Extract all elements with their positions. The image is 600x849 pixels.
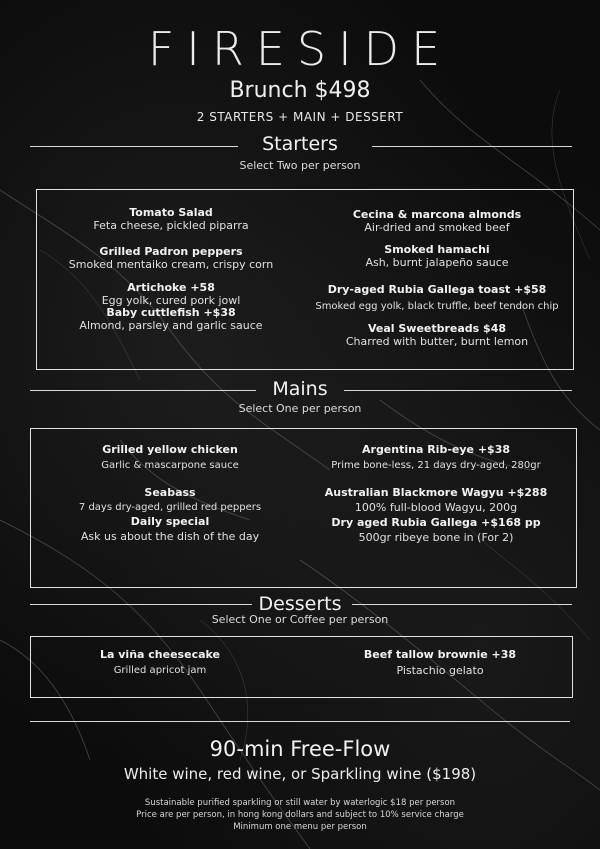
menu-item-name: La viña cheesecake [100, 648, 220, 661]
menu-item-desc: Air-dried and smoked beef [364, 221, 510, 234]
menu-item-desc: Smoked egg yolk, black truffle, beef tendon chip [315, 301, 559, 312]
menu-item-name: Baby cuttlefish +$38 [106, 306, 236, 319]
starters-right-column [302, 208, 572, 234]
mains-right-column [296, 443, 576, 471]
starters-right-column [302, 243, 572, 269]
section-title-mains: Mains [272, 378, 328, 400]
menu-item-desc: Egg yolk, cured pork jowl [101, 294, 241, 307]
menu-item-name: Veal Sweetbreads $48 [367, 322, 507, 335]
desserts-left-column [30, 648, 290, 676]
starters-right-column [302, 322, 572, 348]
menu-item-desc: Pistachio gelato [396, 664, 484, 677]
mains-left-column [30, 515, 310, 543]
mains-right-column [296, 516, 576, 544]
freeflow-title: 90-min Free-Flow [209, 737, 391, 761]
starters-right-column [302, 283, 572, 312]
menu-item-name: Beef tallow brownie +38 [363, 648, 517, 661]
mains-left-column [30, 486, 310, 513]
section-instruction-starters: Select Two per person [239, 159, 361, 172]
menu-item-name: Smoked hamachi [384, 243, 490, 256]
menu-item-name: Grilled Padron peppers [99, 245, 243, 258]
mains-right-column [296, 486, 576, 514]
menu-item-desc: Smoked mentaiko cream, crispy corn [68, 258, 274, 271]
menu-item-name: Grilled yellow chicken [102, 443, 238, 456]
starters-left-column [36, 245, 306, 271]
menu-item-desc: Almond, parsley and garlic sauce [79, 319, 263, 332]
footer-note: Price are per person, in hong kong dollars and subject to 10% service charge [136, 810, 464, 820]
starters-left-column [36, 306, 306, 332]
mains-left-column [30, 443, 310, 471]
section-title-desserts: Desserts [258, 593, 342, 615]
menu-item-name: Cecina & marcona almonds [352, 208, 522, 221]
section-instruction-mains: Select One per person [238, 402, 362, 415]
menu-item-desc: Ask us about the dish of the day [80, 530, 260, 543]
freeflow-desc: White wine, red wine, or Sparkling wine ($198) [123, 765, 477, 783]
menu-item-desc: Ash, burnt jalapeño sauce [365, 256, 509, 269]
footer-note: Minimum one menu per person [233, 822, 367, 832]
menu-item-desc: 7 days dry-aged, grilled red peppers [78, 502, 262, 513]
menu-item-name: Argentina Rib-eye +$38 [362, 443, 510, 456]
menu-subtitle: 2 STARTERS + MAIN + DESSERT [196, 110, 404, 124]
menu-item-desc: Prime bone-less, 21 days dry-aged, 280gr [331, 460, 541, 471]
section-instruction-desserts: Select One or Coffee per person [211, 613, 389, 626]
desserts-right-column [310, 648, 570, 677]
menu-item-name: Seabass [144, 486, 196, 499]
menu-item-name: Artichoke +58 [127, 281, 215, 294]
menu-item-desc: 100% full-blood Wagyu, 200g [354, 501, 518, 514]
menu-item-desc: Garlic & mascarpone sauce [101, 460, 239, 471]
menu-item-name: Dry-aged Rubia Gallega toast +$58 [327, 283, 547, 296]
menu-item-name: Tomato Salad [129, 206, 213, 219]
menu-item-name: Dry aged Rubia Gallega +$168 pp [331, 516, 541, 529]
divider-freeflow [30, 721, 570, 722]
menu-item-name: Australian Blackmore Wagyu +$288 [324, 486, 548, 499]
footer-note: Sustainable purified sparkling or still water by waterlogic $18 per person [144, 798, 456, 808]
menu-item-desc: 500gr ribeye bone in (For 2) [358, 531, 514, 544]
menu-item-desc: Grilled apricot jam [113, 665, 207, 676]
menu-item-name: Daily special [130, 515, 210, 528]
brand-logo: FIRESIDE [147, 22, 453, 76]
menu-item-desc: Charred with butter, burnt lemon [345, 335, 529, 348]
menu-title: Brunch $498 [229, 78, 371, 103]
starters-left-column [36, 206, 306, 232]
section-title-starters: Starters [262, 133, 338, 155]
menu-item-desc: Feta cheese, pickled piparra [93, 219, 249, 232]
starters-left-column [36, 281, 306, 307]
